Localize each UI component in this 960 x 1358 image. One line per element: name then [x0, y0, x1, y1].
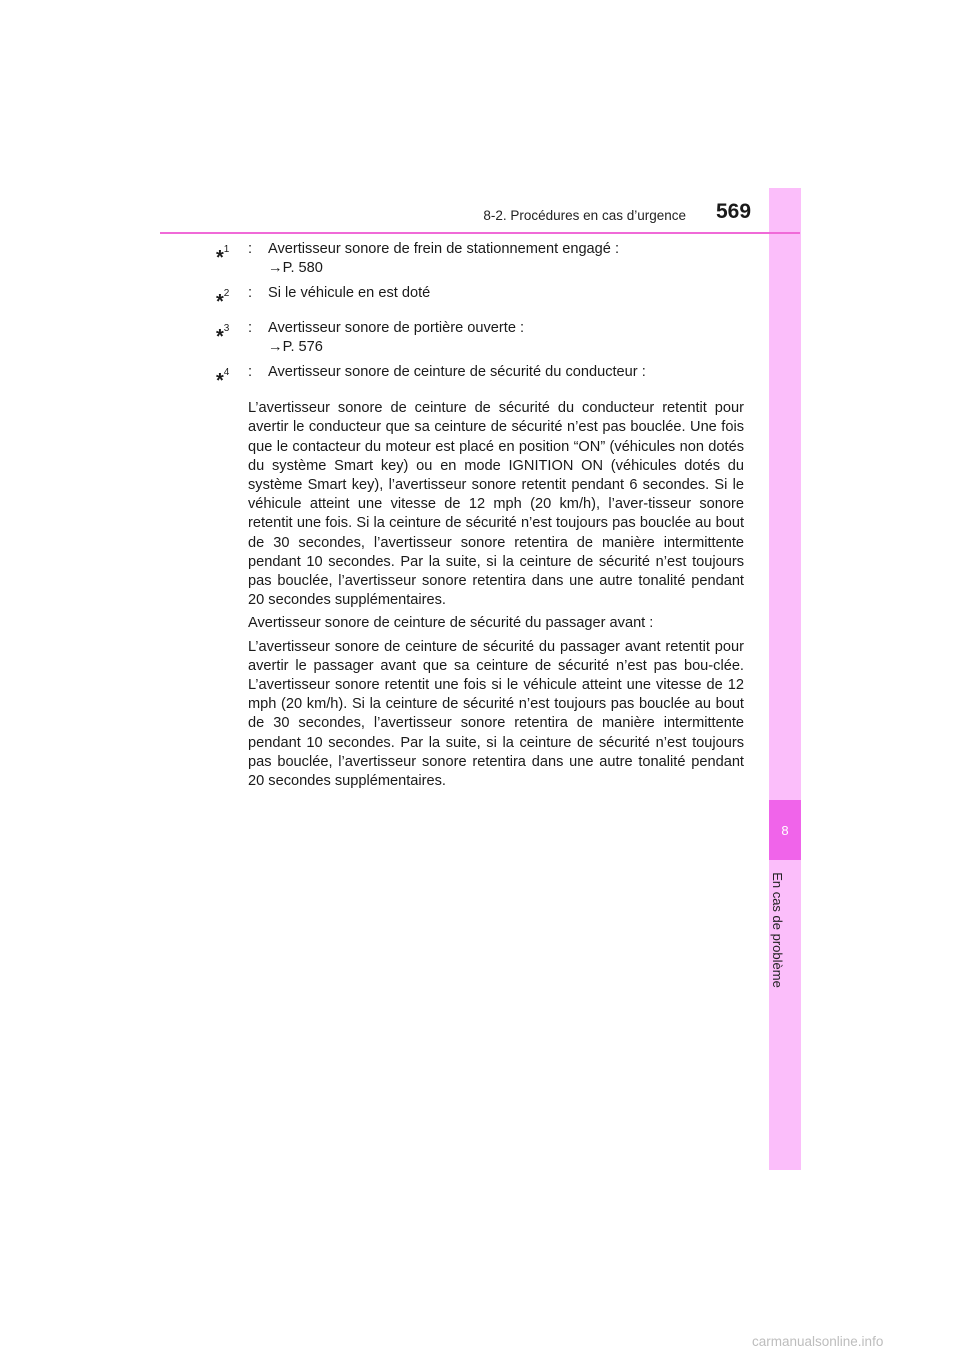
paragraph-passenger-belt: L’avertisseur sonore de ceinture de sécurité du passager avant retentit pour avertir le passager avant que sa ceinture de sécurité n’est pas bou-clée. L’avertisseur sonore retentit une fois si le véhicule atteint une vitesse de 12 mph (20 km/h). Si la ceinture de sécurité n’est toujours pas bouclée au bout de 30 secondes, l’avertisseur sonore retentira de manière intermittente pendant 10 secondes. Par la suite, si la ceinture de sécurité n’est toujours pas bouclée, l’avertisseur sonore retentira dans une autre tonalité pendant 20 secondes supplémentaires.	[248, 638, 744, 790]
note-4: *$^4$ : Avertisseur sonore de ceinture de sécurité du conducteur :	[216, 364, 646, 393]
watermark: carmanualsonline.info	[752, 1334, 884, 1349]
note-marker: *$^1$	[216, 244, 230, 269]
note-marker: *$^2$	[216, 288, 230, 314]
note-2: *$^2$ : Si le véhicule en est doté	[216, 285, 431, 314]
note-3: *$^3$ : Avertisseur sonore de portière ouverte : →P. 576	[216, 319, 744, 357]
side-tab	[769, 188, 801, 1170]
chapter-title: En cas de problème	[770, 872, 785, 988]
note-text: Avertisseur sonore de ceinture de sécurité du conducteur :	[268, 364, 646, 381]
header-rule	[160, 232, 800, 234]
asterisk-icon: *	[216, 291, 224, 314]
chapter-number: 8	[769, 800, 801, 860]
asterisk-icon: *	[216, 370, 224, 393]
page-number: 569	[716, 200, 752, 223]
paragraph-driver-belt: L’avertisseur sonore de ceinture de sécurité du conducteur retentit pour avertir le conducteur que sa ceinture de sécurité n’est pas bouclée. Une fois que le contacteur du moteur est placé en position “ON” (véhicules non dotés du système Smart key) ou en mode IGNITION ON (véhicules dotés du système Smart key), l’avertisseur sonore retentit pendant 6 secondes. Si le véhicule atteint une vitesse de 12 mph (20 km/h), l’aver-tisseur sonore retentit une fois. Si la ceinture de sécurité n’est toujours pas bouclée au bout de 30 secondes, l’avertisseur sonore retentira de manière intermittente pendant 10 secondes. Par la suite, si la ceinture de sécurité n’est toujours pas bouclée, l’avertisseur sonore retentira dans une autre tonalité pendant 20 secondes supplémentaires.	[248, 400, 744, 609]
note-text: Avertisseur sonore de frein de stationnement engagé :	[268, 241, 620, 257]
note-text: Avertisseur sonore de portière ouverte :	[268, 319, 525, 336]
page-reference: →P. 576	[268, 338, 323, 355]
note-text: Si le véhicule en est doté	[268, 285, 431, 302]
page-content	[216, 240, 744, 795]
asterisk-icon: *	[216, 247, 224, 269]
paragraph-passenger-heading: Avertisseur sonore de ceinture de sécurité du passager avant :	[248, 615, 654, 632]
section-title: 8-2. Procédures en cas d’urgence	[483, 208, 686, 223]
asterisk-icon: *	[216, 325, 224, 348]
page-reference: →P. 580	[268, 260, 323, 277]
note-marker: *$^4$	[216, 367, 230, 393]
note-marker: *$^3$	[216, 322, 230, 348]
note-1: *$^1$ : Avertisseur sonore de frein de stationnement engagé : →P. 580	[216, 240, 744, 278]
